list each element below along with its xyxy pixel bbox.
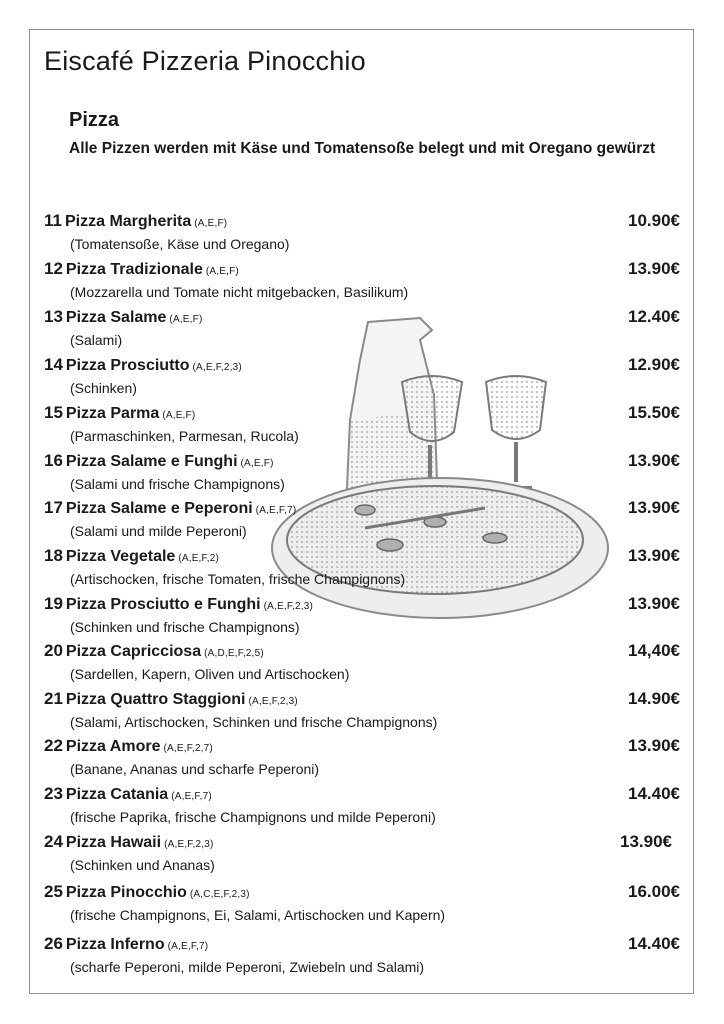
item-description: (scharfe Peperoni, milde Peperoni, Zwiebeln und Salami) xyxy=(70,959,425,975)
item-price: 13.90€ xyxy=(620,832,672,851)
item-name: Pizza Tradizionale xyxy=(65,261,203,278)
item-price: 13.90€ xyxy=(628,546,680,565)
menu-item xyxy=(44,355,684,401)
menu-item xyxy=(44,451,684,497)
item-price: 16.00€ xyxy=(628,882,680,901)
item-description: (Salami und milde Peperoni) xyxy=(70,523,247,539)
item-name: Pizza Hawaii xyxy=(65,834,162,851)
item-number: 23 xyxy=(44,784,63,803)
menu-item xyxy=(44,736,684,782)
menu-item xyxy=(44,784,684,830)
item-number: 14 xyxy=(44,355,63,374)
item-number: 16 xyxy=(44,451,63,470)
menu-item-header xyxy=(44,307,203,331)
item-description: (Tomatensoße, Käse und Oregano) xyxy=(70,236,290,252)
menu-item-header xyxy=(44,259,239,283)
item-description: (Schinken und frische Champignons) xyxy=(70,619,300,635)
item-price: 10.90€ xyxy=(628,211,680,230)
item-allergens: (A,E,F,2,3) xyxy=(263,601,314,612)
item-name: Pizza Prosciutto e Funghi xyxy=(65,596,261,613)
restaurant-title: Eiscafé Pizzeria Pinocchio xyxy=(44,46,366,76)
item-number: 11 xyxy=(44,211,62,230)
item-allergens: (A,E,F,2,3) xyxy=(248,696,298,707)
menu-item-header xyxy=(44,784,212,808)
menu-item xyxy=(44,594,684,640)
item-allergens: (A,C,E,F,2,3) xyxy=(189,889,250,900)
item-number: 12 xyxy=(44,259,63,278)
item-price: 13.90€ xyxy=(628,498,680,517)
menu-item-header xyxy=(44,546,219,570)
menu-item-header xyxy=(44,403,195,427)
menu-item-header xyxy=(44,882,250,906)
item-price: 14,40€ xyxy=(628,641,680,660)
item-number: 13 xyxy=(44,307,63,326)
item-description: (Mozzarella und Tomate nicht mitgebacken, Basilikum) xyxy=(70,284,409,300)
item-description: (Salami und frische Champignons) xyxy=(70,476,285,492)
item-name: Pizza Vegetale xyxy=(65,548,176,565)
menu-item xyxy=(44,689,684,735)
item-number: 26 xyxy=(44,934,63,953)
item-name: Pizza Margherita xyxy=(64,213,192,230)
menu-item-header xyxy=(44,594,313,618)
item-allergens: (A,E,F,2,3) xyxy=(164,839,214,850)
item-name: Pizza Inferno xyxy=(65,936,165,953)
menu-item xyxy=(44,882,684,928)
item-description: (Parmaschinken, Parmesan, Rucola) xyxy=(70,428,299,444)
item-description: (Banane, Ananas und scharfe Peperoni) xyxy=(70,761,320,777)
item-allergens: (A,E,F) xyxy=(169,314,203,325)
menu-item-header xyxy=(44,736,213,760)
item-description: (Schinken und Ananas) xyxy=(70,857,215,873)
item-name: Pizza Catania xyxy=(65,786,169,803)
item-price: 12.90€ xyxy=(628,355,680,374)
item-description: (Artischocken, frische Tomaten, frische Champignons) xyxy=(70,571,406,587)
item-name: Pizza Salame e Funghi xyxy=(65,453,238,470)
item-price: 15.50€ xyxy=(628,403,680,422)
item-price: 12.40€ xyxy=(628,307,680,326)
menu-item-header xyxy=(44,211,227,235)
section-description: Alle Pizzen werden mit Käse und Tomatensoße belegt und mit Oregano gewürzt xyxy=(69,140,656,157)
item-allergens: (A,E,F) xyxy=(194,218,228,229)
item-price: 14.40€ xyxy=(628,934,680,953)
menu-item-header xyxy=(44,934,208,958)
section-title: Pizza xyxy=(69,109,120,131)
item-number: 19 xyxy=(44,594,63,613)
item-number: 17 xyxy=(44,498,63,517)
item-number: 25 xyxy=(44,882,63,901)
menu-item xyxy=(44,546,684,592)
menu-item-header xyxy=(44,451,274,475)
menu-item xyxy=(44,211,684,257)
menu-item xyxy=(44,641,684,687)
menu-item xyxy=(44,307,684,353)
item-description: (Schinken) xyxy=(70,380,137,396)
menu-item-header xyxy=(44,689,298,713)
menu-item-header xyxy=(44,498,296,522)
item-allergens: (A,E,F) xyxy=(240,458,274,469)
item-name: Pizza Amore xyxy=(65,738,161,755)
item-allergens: (A,E,F,2) xyxy=(178,553,220,564)
menu-item-header xyxy=(44,832,214,856)
item-price: 13.90€ xyxy=(628,594,680,613)
item-description: (Salami, Artischocken, Schinken und frische Champignons) xyxy=(70,714,438,730)
item-name: Pizza Salame e Peperoni xyxy=(65,500,253,517)
item-price: 13.90€ xyxy=(628,451,680,470)
item-allergens: (A,E,F,7) xyxy=(255,505,297,516)
item-description: (Sardellen, Kapern, Oliven und Artischocken) xyxy=(70,666,350,682)
menu-item xyxy=(44,403,684,449)
item-name: Pizza Capricciosa xyxy=(65,643,202,660)
item-name: Pizza Parma xyxy=(65,405,160,422)
item-description: (frische Champignons, Ei, Salami, Artischocken und Kapern) xyxy=(70,907,446,923)
menu-item xyxy=(44,259,684,305)
item-allergens: (A,E,F) xyxy=(205,266,239,277)
item-description: (frische Paprika, frische Champignons und milde Peperoni) xyxy=(70,809,436,825)
item-number: 22 xyxy=(44,736,63,755)
menu-item xyxy=(44,498,684,544)
item-number: 15 xyxy=(44,403,63,422)
item-allergens: (A,D,E,F,2,5) xyxy=(204,648,264,659)
item-number: 18 xyxy=(44,546,63,565)
item-allergens: (A,E,F) xyxy=(162,410,196,421)
item-price: 14.40€ xyxy=(628,784,680,803)
item-name: Pizza Pinocchio xyxy=(65,884,187,901)
menu-item-header xyxy=(44,641,264,665)
item-price: 13.90€ xyxy=(628,736,680,755)
item-number: 21 xyxy=(44,689,63,708)
item-number: 24 xyxy=(44,832,63,851)
item-allergens: (A,E,F,7) xyxy=(171,791,212,802)
menu-item-header xyxy=(44,355,242,379)
item-allergens: (A,E,F,2,3) xyxy=(192,362,242,373)
item-name: Pizza Salame xyxy=(65,309,167,326)
menu-item xyxy=(44,934,684,980)
item-price: 13.90€ xyxy=(628,259,680,278)
item-number: 20 xyxy=(44,641,63,660)
item-allergens: (A,E,F,7) xyxy=(167,941,209,952)
item-allergens: (A,E,F,2,7) xyxy=(163,743,213,754)
item-description: (Salami) xyxy=(70,332,123,348)
menu-item xyxy=(44,832,684,878)
item-name: Pizza Prosciutto xyxy=(65,357,190,374)
item-name: Pizza Quattro Staggioni xyxy=(65,691,246,708)
item-price: 14.90€ xyxy=(628,689,680,708)
